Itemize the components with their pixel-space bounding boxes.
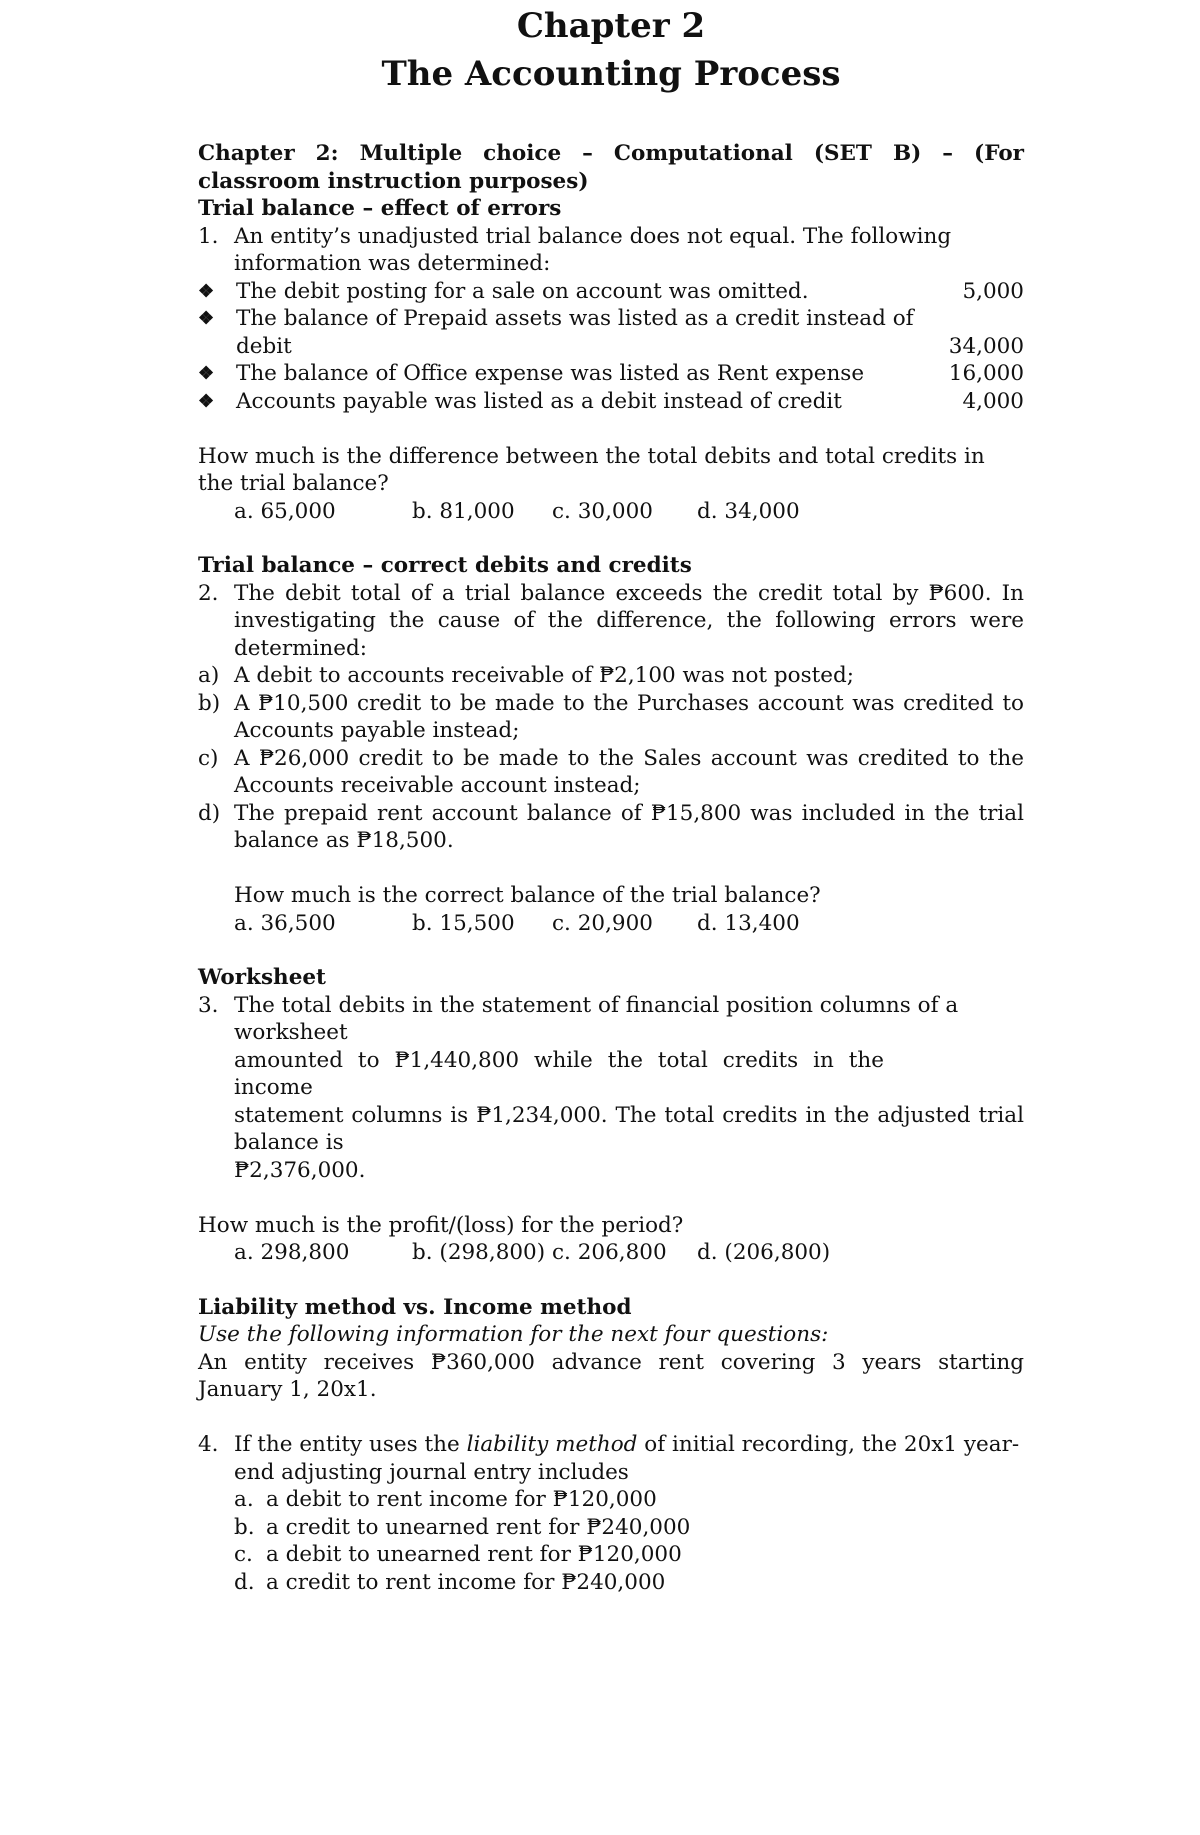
answer-choices: [198, 498, 1024, 526]
list-item: [198, 745, 1024, 800]
question-text-emphasis: liability method: [466, 1432, 638, 1457]
item-letter: b): [198, 690, 221, 716]
choice-letter: b.: [234, 1514, 255, 1540]
section-heading-q1: Trial balance – effect of errors: [198, 196, 562, 221]
item-text: A debit to accounts receivable of ₱2,100 was not posted;: [234, 663, 854, 688]
question-number: 3.: [198, 992, 219, 1018]
list-item: [198, 690, 1024, 745]
question-text: [234, 1431, 1024, 1486]
chapter-number: Chapter 2: [516, 6, 706, 46]
item-text: A ₱10,500 credit to be made to the Purchases account was credited to Accounts payable instead;: [234, 690, 1024, 743]
item-text: The prepaid rent account balance of ₱15,800 was included in the trial balance as ₱18,500.: [234, 800, 1024, 853]
answer-choices: [198, 910, 1024, 938]
diamond-bullet-icon: ❖: [198, 280, 215, 302]
choice-b: b. 15,500: [412, 910, 515, 936]
item-label-continued: debit: [236, 333, 292, 359]
question-number: 2.: [198, 580, 219, 606]
choice-letter: c.: [234, 1542, 253, 1567]
diamond-bullet-icon: ❖: [198, 308, 215, 329]
section-heading-q3: Worksheet: [198, 965, 326, 990]
question-prompt: How much is the correct balance of the trial balance?: [234, 883, 821, 908]
set-title: Chapter 2: Multiple choice – Computational (SET B) – (For classroom instruction purposes): [198, 141, 1024, 194]
question-text-part: If the entity uses the: [234, 1432, 467, 1457]
choice-a: a. 298,800: [234, 1240, 350, 1265]
answer-choices: [198, 1239, 1024, 1267]
question-3: [198, 992, 1024, 1185]
question-text: The debit total of a trial balance exceeds the credit total by ₱600. In investigating the cause of the difference, the following errors were determined:: [234, 580, 1024, 661]
diamond-bullet-icon: ❖: [198, 390, 215, 412]
item-letter: c): [198, 745, 219, 771]
question-text-line: amounted to ₱1,440,800 while the total credits in the income: [234, 1047, 884, 1100]
question-text-line: statement columns is ₱1,234,000. The total credits in the adjusted trial: [234, 1102, 1024, 1128]
list-item: [198, 1486, 1024, 1514]
item-amount: 16,000: [948, 361, 1024, 386]
item-text: A ₱26,000 credit to be made to the Sales account was credited to the Accounts receivable account instead;: [234, 745, 1024, 798]
item-label: The balance of Prepaid assets was listed as a credit instead of: [236, 306, 914, 331]
choice-text: a credit to unearned rent for ₱240,000: [266, 1514, 691, 1540]
choice-c: c. 206,800: [552, 1240, 667, 1265]
question-2: [198, 580, 1024, 663]
list-item: [198, 360, 1024, 388]
choice-d: d. 13,400: [697, 910, 800, 936]
choice-text: a debit to unearned rent for ₱120,000: [266, 1542, 682, 1567]
question-text: An entity’s unadjusted trial balance does not equal. The following information was determined:: [234, 223, 952, 276]
choice-a: a. 36,500: [234, 910, 336, 936]
question-4: [198, 1431, 1024, 1486]
list-item: [198, 662, 1024, 690]
list-item: [198, 305, 1024, 360]
diamond-bullet-icon: ❖: [198, 363, 215, 384]
choice-d: d. (206,800): [697, 1240, 831, 1265]
info-text: An entity receives ₱360,000 advance rent covering 3 years starting January 1, 20x1.: [198, 1349, 1024, 1402]
section-heading-q2: Trial balance – correct debits and credits: [198, 553, 692, 578]
question-1: [198, 223, 1024, 278]
choice-d: d. 34,000: [697, 498, 800, 524]
item-amount: 4,000: [962, 388, 1024, 414]
list-item: [198, 1569, 1024, 1597]
choice-b: b. (298,800): [412, 1240, 546, 1265]
question-text-line: ₱2,376,000.: [234, 1157, 366, 1183]
question-number: 4.: [198, 1432, 219, 1457]
instruction-text: Use the following information for the next four questions:: [198, 1322, 829, 1347]
choice-b: b. 81,000: [412, 498, 515, 524]
item-amount: 34,000: [948, 333, 1024, 359]
choice-c: c. 20,900: [552, 910, 653, 936]
choice-c: c. 30,000: [552, 498, 653, 524]
choice-letter: a.: [234, 1487, 254, 1512]
document-page: [198, 0, 1024, 1596]
question-text-line: balance is: [234, 1130, 344, 1155]
chapter-title: The Accounting Process: [381, 54, 841, 94]
choice-text: a credit to rent income for ₱240,000: [266, 1569, 666, 1595]
choice-letter: d.: [234, 1569, 255, 1595]
item-label: The debit posting for a sale on account was omitted.: [236, 278, 809, 304]
item-amount: 5,000: [962, 278, 1024, 304]
item-letter: a): [198, 663, 220, 688]
question-prompt: How much is the difference between the total debits and total credits in the trial balance?: [198, 443, 985, 496]
item-label: Accounts payable was listed as a debit instead of credit: [236, 388, 842, 414]
choice-a: a. 65,000: [234, 498, 336, 524]
question-text-line: The total debits in the statement of financial position columns of a worksheet: [234, 992, 959, 1045]
list-item: [198, 800, 1024, 855]
list-item: [198, 1541, 1024, 1569]
section-heading-q4: Liability method vs. Income method: [198, 1294, 632, 1320]
item-label: The balance of Office expense was listed as Rent expense: [236, 361, 865, 386]
list-item: [198, 278, 1024, 306]
question-text-part: of initial recording, the 20x1 year-end adjusting journal entry includes: [234, 1432, 1020, 1485]
list-item: [198, 388, 1024, 416]
question-prompt: How much is the profit/(loss) for the period?: [198, 1212, 684, 1238]
list-item: [198, 1514, 1024, 1542]
choice-text: a debit to rent income for ₱120,000: [266, 1487, 657, 1512]
question-number: 1.: [198, 223, 219, 249]
item-letter: d): [198, 800, 221, 826]
